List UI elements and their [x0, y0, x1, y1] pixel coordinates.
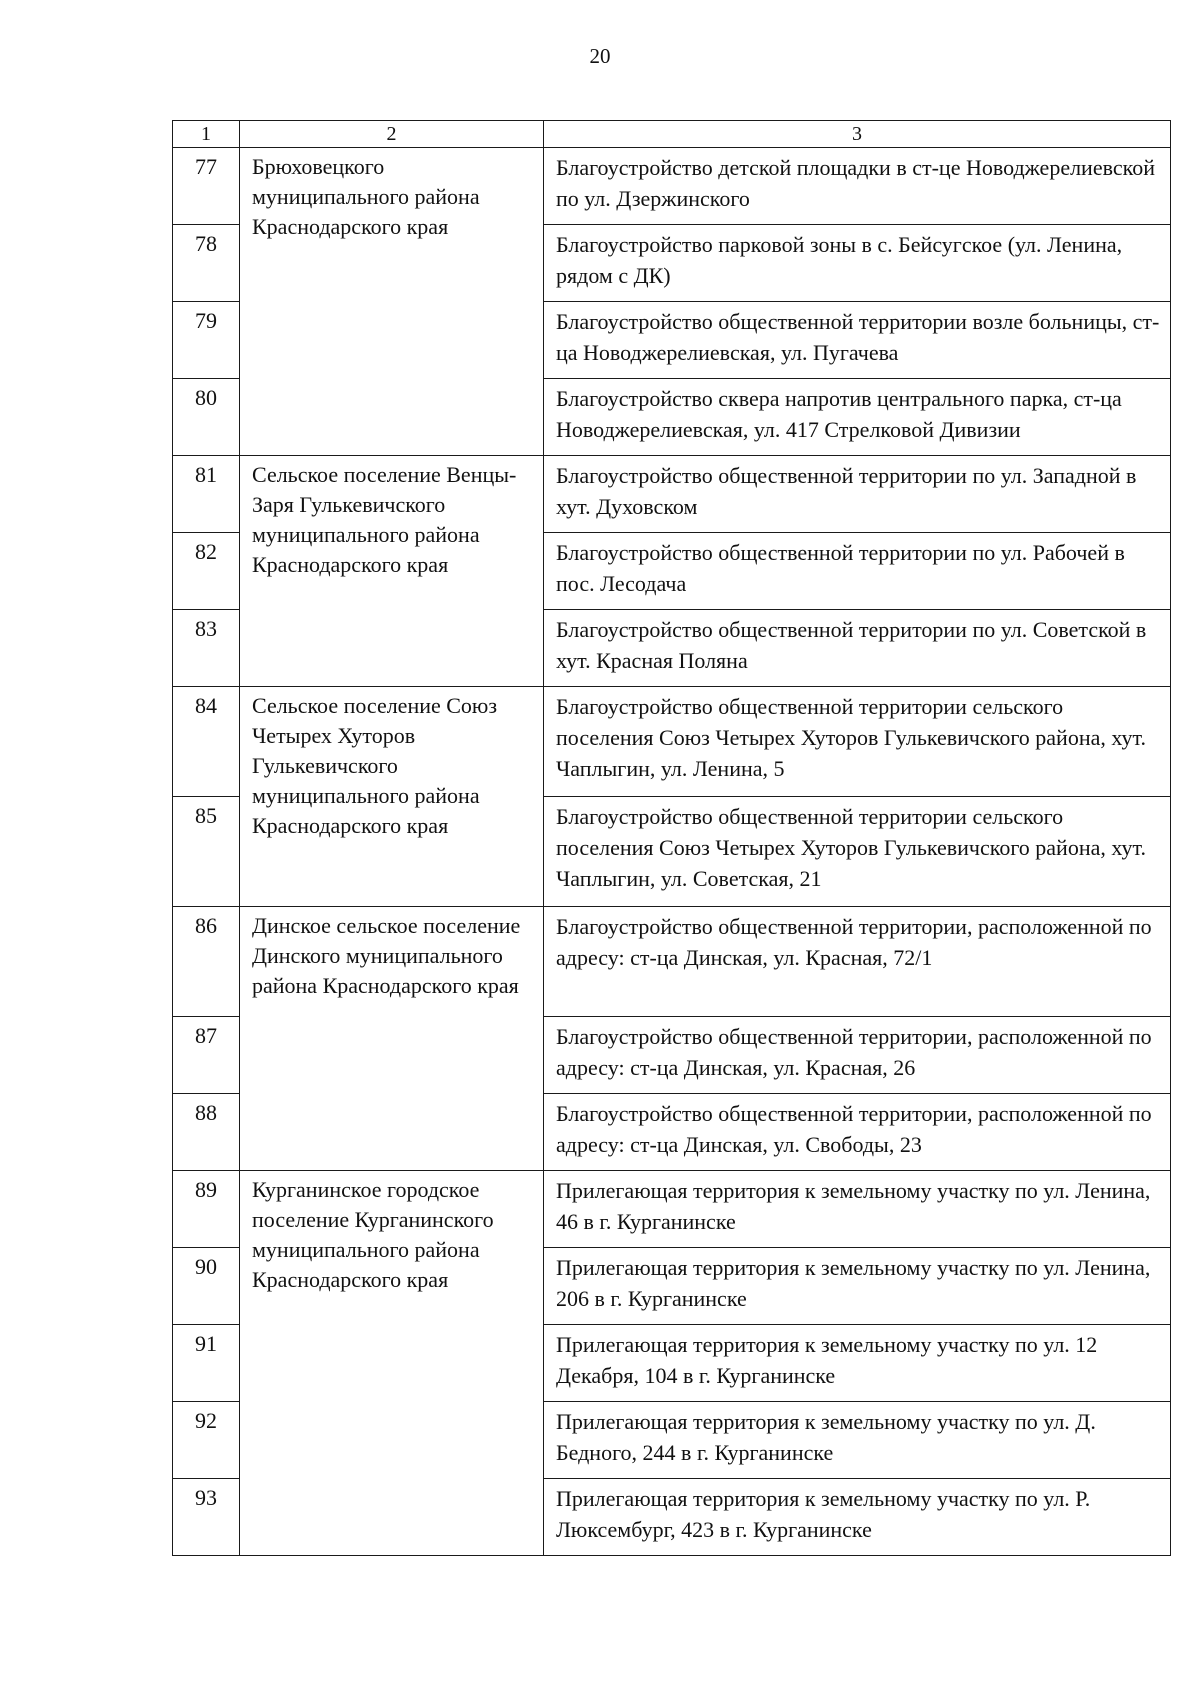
municipality-cell: Курганинское городское поселение Курганинского муниципального района Краснодарского края: [240, 1171, 544, 1556]
municipality-cell: Сельское поселение Венцы-Заря Гулькевичского муниципального района Краснодарского края: [240, 456, 544, 687]
header-col-1: 1: [173, 121, 240, 148]
object-description: Благоустройство общественной территории сельского поселения Союз Четырех Хуторов Гулькевичского района, хут. Чаплыгин, ул. Советская, 21: [544, 797, 1171, 907]
row-number: 88: [173, 1094, 240, 1171]
row-number: 81: [173, 456, 240, 533]
table-header-row: [173, 121, 1171, 148]
object-description: Благоустройство сквера напротив центрального парка, ст-ца Новоджерелиевская, ул. 417 Стрелковой Дивизии: [544, 379, 1171, 456]
row-number: 82: [173, 533, 240, 610]
object-description: Благоустройство общественной территории по ул. Советской в хут. Красная Поляна: [544, 610, 1171, 687]
object-description: Благоустройство общественной территории возле больницы, ст-ца Новоджерелиевская, ул. Пугачева: [544, 302, 1171, 379]
row-number: 83: [173, 610, 240, 687]
table-row: [173, 148, 1171, 225]
row-number: 90: [173, 1248, 240, 1325]
header-col-3: 3: [544, 121, 1171, 148]
municipality-cell: Сельское поселение Союз Четырех Хуторов Гулькевичского муниципального района Краснодарского края: [240, 687, 544, 907]
row-number: 77: [173, 148, 240, 225]
row-number: 79: [173, 302, 240, 379]
object-description: Благоустройство общественной территории сельского поселения Союз Четырех Хуторов Гулькевичского района, хут. Чаплыгин, ул. Ленина, 5: [544, 687, 1171, 797]
table-row: [173, 907, 1171, 1017]
row-number: 87: [173, 1017, 240, 1094]
row-number: 84: [173, 687, 240, 797]
object-description: Благоустройство общественной территории, расположенной по адресу: ст-ца Динская, ул. Свободы, 23: [544, 1094, 1171, 1171]
object-description: Прилегающая территория к земельному участку по ул. Р. Люксембург, 423 в г. Курганинске: [544, 1479, 1171, 1556]
table-row: [173, 456, 1171, 533]
objects-table: [172, 120, 1171, 1556]
row-number: 92: [173, 1402, 240, 1479]
object-description: Прилегающая территория к земельному участку по ул. Д. Бедного, 244 в г. Курганинске: [544, 1402, 1171, 1479]
table-row: [173, 1171, 1171, 1248]
header-col-2: 2: [240, 121, 544, 148]
object-description: Прилегающая территория к земельному участку по ул. 12 Декабря, 104 в г. Курганинске: [544, 1325, 1171, 1402]
object-description: Благоустройство парковой зоны в с. Бейсугское (ул. Ленина, рядом с ДК): [544, 225, 1171, 302]
row-number: 93: [173, 1479, 240, 1556]
row-number: 85: [173, 797, 240, 907]
object-description: Благоустройство общественной территории, расположенной по адресу: ст-ца Динская, ул. Красная, 26: [544, 1017, 1171, 1094]
row-number: 78: [173, 225, 240, 302]
object-description: Благоустройство общественной территории по ул. Западной в хут. Духовском: [544, 456, 1171, 533]
row-number: 86: [173, 907, 240, 1017]
object-description: Прилегающая территория к земельному участку по ул. Ленина, 206 в г. Курганинске: [544, 1248, 1171, 1325]
object-description: Благоустройство общественной территории, расположенной по адресу: ст-ца Динская, ул. Красная, 72/1: [544, 907, 1171, 1017]
row-number: 80: [173, 379, 240, 456]
page-number: 20: [589, 44, 611, 68]
row-number: 91: [173, 1325, 240, 1402]
object-description: Благоустройство общественной территории по ул. Рабочей в пос. Лесодача: [544, 533, 1171, 610]
object-description: Прилегающая территория к земельному участку по ул. Ленина, 46 в г. Курганинске: [544, 1171, 1171, 1248]
municipality-cell: Брюховецкого муниципального района Краснодарского края: [240, 148, 544, 456]
row-number: 89: [173, 1171, 240, 1248]
municipality-cell: Динское сельское поселение Динского муниципального района Краснодарского края: [240, 907, 544, 1171]
table-row: [173, 687, 1171, 797]
object-description: Благоустройство детской площадки в ст-це Новоджерелиевской по ул. Дзержинского: [544, 148, 1171, 225]
